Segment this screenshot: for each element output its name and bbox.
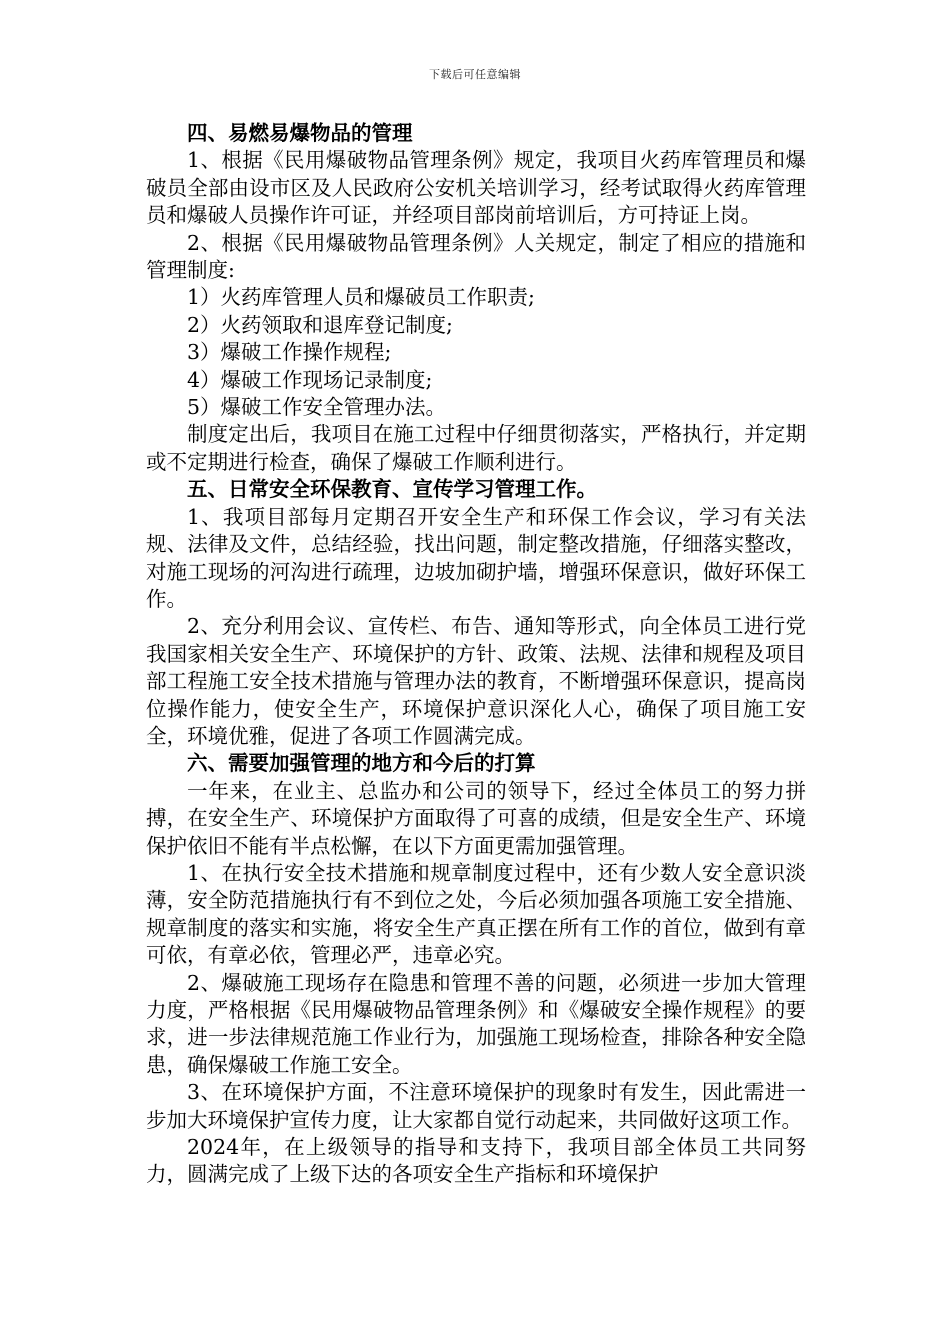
paragraph: 制度定出后，我项目在施工过程中仔细贯彻落实，严格执行，并定期或不定期进行检查，确保了爆破工作顺利进行。 (146, 422, 806, 474)
section-heading-6: 六、需要加强管理的地方和今后的打算 (187, 751, 536, 776)
paragraph: 2、根据《民用爆破物品管理条例》人关规定，制定了相应的措施和管理制度: (146, 230, 806, 283)
paragraph: 2、爆破施工现场存在隐患和管理不善的问题，必须进一步加大管理力度，严格根据《民用爆破物品管理条例》和《爆破安全操作规程》的要求，进一步法律规范施工作业行为，加强施工现场检查，排除各种安全隐患，确保爆破工作施工安全。 (146, 970, 806, 1077)
section-heading-5: 五、日常安全环保教育、宣传学习管理工作。 (187, 477, 597, 502)
list-item: 3）爆破工作操作规程; (187, 340, 392, 365)
paragraph: 2024年，在上级领导的指导和支持下，我项目部全体员工共同努力，圆满完成了上级下达的各项安全生产指标和环境保护 (146, 1135, 806, 1187)
list-item: 1）火药库管理人员和爆破员工作职责; (187, 285, 535, 310)
paragraph: 1、根据《民用爆破物品管理条例》规定，我项目火药库管理员和爆破员全部由设市区及人民政府公安机关培训学习，经考试取得火药库管理员和爆破人员操作许可证，并经项目部岗前培训后，方可持证上岗。 (146, 148, 806, 228)
list-item: 4）爆破工作现场记录制度; (187, 367, 433, 392)
paragraph: 1、在执行安全技术措施和规章制度过程中，还有少数人安全意识淡薄，安全防范措施执行有不到位之处，今后必须加强各项施工安全措施、规章制度的落实和实施，将安全生产真正摆在所有工作的首位，做到有章可依，有章必依，管理必严，违章必究。 (146, 860, 806, 968)
paragraph: 3、在环境保护方面，不注意环境保护的现象时有发生，因此需进一步加大环境保护宣传力度，让大家都自觉行动起来，共同做好这项工作。 (146, 1080, 806, 1132)
page-header-note: 下载后可任意编辑 (429, 68, 521, 81)
section-heading-4: 四、易燃易爆物品的管理 (187, 121, 413, 145)
paragraph: 2、充分利用会议、宣传栏、布告、通知等形式，向全体员工进行党我国家相关安全生产、环境保护的方针、政策、法规、法律和规程及项目部工程施工安全技术措施与管理办法的教育，不断增强环保意识，提高岗位操作能力，使安全生产，环境保护意识深化人心，确保了项目施工安全，环境优雅，促进了各项工作圆满完成。 (146, 614, 806, 748)
document-body (146, 120, 806, 1189)
list-item: 2）火药领取和退库登记制度; (187, 312, 453, 337)
paragraph: 1、我项目部每月定期召开安全生产和环保工作会议，学习有关法规、法律及文件，总结经验，找出问题，制定整改措施，仔细落实整改，对施工现场的河沟进行疏理，边坡加砌护墙，增强环保意识，做好环保工作。 (146, 504, 806, 611)
paragraph: 一年来，在业主、总监办和公司的领导下，经过全体员工的努力拼搏，在安全生产、环境保护方面取得了可喜的成绩，但是安全生产、环境保护依旧不能有半点松懈，在以下方面更需加强管理。 (146, 778, 806, 858)
list-item: 5）爆破工作安全管理办法。 (187, 395, 447, 420)
